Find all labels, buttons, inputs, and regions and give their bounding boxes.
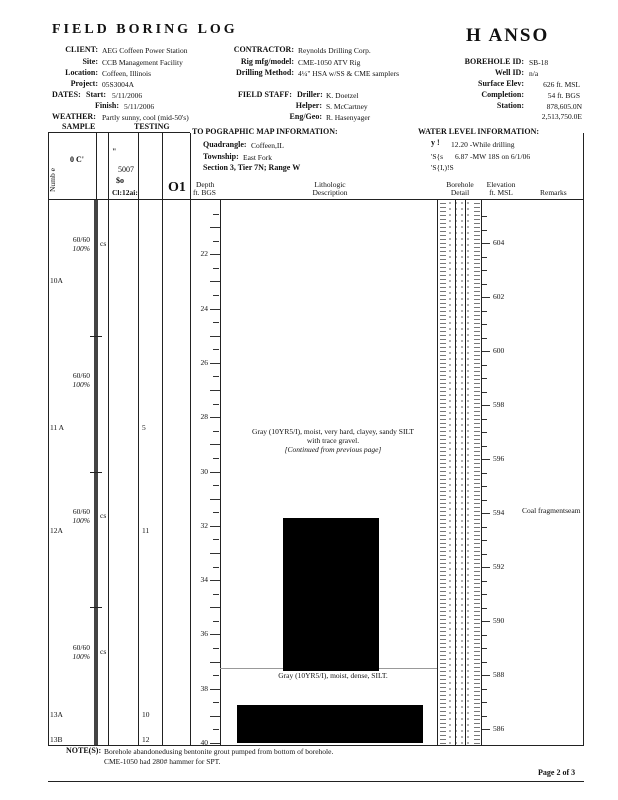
sample-recovery-block [58, 507, 90, 525]
col-line-type [108, 133, 109, 745]
location-value: Coffeen, Illinois [102, 69, 152, 78]
quad-value: Coffeen,IL [251, 141, 284, 150]
site-label: Site: [82, 57, 98, 66]
depth-tick [213, 268, 219, 269]
method-value: 4¼" HSA w/SS & CME samplers [298, 69, 399, 78]
elevation-tick [482, 473, 487, 474]
elevation-tick [482, 635, 487, 636]
depth-tick [213, 702, 219, 703]
elevation-tick [482, 675, 490, 676]
sample-interval-tick [90, 336, 102, 337]
water-marker-1: y ! [431, 138, 440, 147]
elevation-tick [482, 716, 487, 717]
section-value: Section 3, Tier 7N; Range W [203, 163, 301, 172]
elevation-label: 596 [493, 454, 505, 463]
elevation-tick [482, 419, 487, 420]
well-label: Well ID: [494, 68, 524, 77]
lithology-heading-2: Description [312, 188, 348, 197]
borehole-fill [447, 200, 473, 745]
sample-id: 10A [50, 276, 63, 285]
depth-tick [213, 376, 219, 377]
depth-tick [213, 675, 219, 676]
elevation-tick [482, 648, 487, 649]
elevation-tick [482, 594, 487, 595]
elevation-tick [482, 608, 487, 609]
borehole-label: BOREHOLE ID: [464, 57, 524, 66]
col-line-right [583, 133, 584, 745]
remark-coal: Coal fragmentseam [522, 506, 581, 515]
elevation-label: 592 [493, 562, 505, 571]
sample-id: 13B [50, 735, 63, 744]
sample-recovery-block [58, 235, 90, 253]
sample-blow-count: 11 [142, 526, 150, 535]
sample-id: 11 A [50, 423, 65, 432]
lithology-heading-1: Lithologic [314, 180, 346, 189]
elevation-tick [482, 581, 487, 582]
header-glyph-3: 5007 [118, 165, 134, 174]
sample-recovery-block [58, 371, 90, 389]
elevation-tick [482, 311, 487, 312]
elevation-heading-1: Elevation [486, 180, 516, 189]
depth-tick [213, 539, 219, 540]
depth-tick [210, 634, 220, 635]
sample-recovery-pct: 100% [72, 380, 90, 389]
elevation-tick [482, 500, 487, 501]
driller-value: K. Doetzel [326, 91, 359, 100]
surface-elev-label: Surface Elev: [478, 79, 524, 88]
depth-tick [210, 499, 220, 500]
depth-label: 36 [200, 629, 208, 638]
header-glyph-2: " [112, 147, 117, 156]
elevation-tick [482, 662, 487, 663]
testing-heading: TESTING [134, 122, 170, 131]
sample-recovery: 60/60 [72, 643, 90, 652]
depth-tick [210, 662, 220, 663]
completion-label: Completion: [481, 90, 524, 99]
driller-label: Driller: [297, 90, 323, 99]
depth-label: 28 [200, 412, 208, 421]
project-label: Project: [70, 79, 98, 88]
sample-recovery: 60/60 [72, 235, 90, 244]
elevation-tick [482, 540, 487, 541]
depth-tick [210, 309, 220, 310]
depth-tick [210, 607, 220, 608]
elevation-tick [482, 567, 490, 568]
water-line-1: 12.20 -While drilling [451, 140, 515, 149]
client-label: CLIENT: [65, 45, 98, 54]
method-label: Drilling Method: [236, 68, 294, 77]
client-value: AEG Coffeen Power Station [102, 46, 188, 55]
borehole-grout-left [440, 200, 446, 745]
elevation-tick [482, 527, 487, 528]
sample-type: cs [100, 239, 107, 248]
eng-value: R. Hasenyager [326, 113, 371, 122]
elevation-label: 594 [493, 508, 505, 517]
depth-label: 30 [200, 467, 208, 476]
elevation-tick [482, 554, 487, 555]
elevation-tick [482, 257, 487, 258]
water-heading: WATER LEVEL INFORMATION: [418, 127, 540, 136]
rig-value: CME-1050 ATV Rig [298, 58, 361, 67]
elevation-tick [482, 486, 487, 487]
footer-rule [48, 781, 584, 782]
completion-value: 54 ft. BGS [547, 91, 580, 100]
sample-recovery-block [58, 643, 90, 661]
township-value: East Fork [243, 153, 272, 162]
sample-interval-tick [90, 607, 102, 608]
lithology-unit-1-line-3: [Continued from previous page] [284, 445, 382, 454]
elevation-label: 586 [493, 724, 505, 733]
lithology-unit-1-line-1: Gray (10YR5/I), moist, very hard, clayey, sandy SILT [252, 427, 414, 436]
elevation-tick [482, 621, 490, 622]
borehole-grout-right [474, 200, 480, 745]
depth-label: 22 [200, 249, 208, 258]
depth-unit-heading: ft. BGS [193, 188, 216, 197]
depth-tick [210, 363, 220, 364]
sample-id: 12A [50, 526, 63, 535]
sample-blow-count: 10 [142, 710, 150, 719]
elevation-label: 588 [493, 670, 505, 679]
sample-recovery-pct: 100% [72, 244, 90, 253]
col-line-depth [190, 133, 191, 745]
rig-label: Rig mfg/model: [240, 57, 294, 66]
elevation-tick [482, 459, 490, 460]
elevation-label: 604 [493, 238, 505, 247]
page-number: Page 2 of 3 [538, 768, 576, 777]
weather-label: WEATHER: [52, 112, 96, 121]
finish-value: 5/11/2006 [124, 102, 155, 111]
depth-tick [213, 648, 219, 649]
borehole-value: SB-18 [529, 58, 549, 67]
station-easting: 2,513,750.0E [541, 112, 582, 121]
depth-tick [213, 349, 219, 350]
borehole-outer-left [437, 200, 438, 745]
site-value: CCB Management Facility [102, 58, 183, 67]
water-marker-2: 'S{s [431, 152, 444, 161]
contractor-label: CONTRACTOR: [233, 45, 294, 54]
depth-tick [210, 390, 220, 391]
elevation-label: 598 [493, 400, 505, 409]
field-staff-label: FIELD STAFF: [238, 90, 292, 99]
depth-tick [213, 621, 219, 622]
sample-recovery-pct: 100% [72, 516, 90, 525]
elevation-label: 600 [493, 346, 505, 355]
notes-line-2: CME-1050 had 280# hammer for SPT. [104, 757, 221, 766]
lithology-unit-1 [228, 427, 438, 454]
sample-heading-rule [48, 132, 190, 133]
redaction-block-2 [237, 705, 423, 743]
dates-label: DATES: [52, 90, 81, 99]
depth-label: 26 [200, 358, 208, 367]
elevation-tick [482, 513, 490, 514]
depth-tick [210, 553, 220, 554]
remarks-heading: Remarks [540, 188, 567, 197]
helper-label: Helper: [295, 101, 322, 110]
redaction-block-1 [283, 518, 379, 671]
elevation-tick [482, 284, 487, 285]
station-label: Station: [496, 101, 524, 110]
elevation-tick [482, 689, 487, 690]
notes-line-1: Borehole abandonedusing bentonite grout pumped from bottom of borehole. [104, 747, 334, 756]
weather-value: Partly sunny, cool (mid-50's) [102, 113, 189, 122]
sample-recovery-pct: 100% [72, 652, 90, 661]
log-title: FIELD BORING LOG [52, 22, 238, 37]
depth-tick [210, 254, 220, 255]
surface-elev-value: 626 ft. MSL [543, 80, 580, 89]
depth-tick [213, 567, 219, 568]
lithology-unit-1-line-2: with trace gravel. [306, 436, 360, 445]
depth-tick [210, 526, 220, 527]
sample-blow-count: 5 [142, 423, 146, 432]
depth-tick [210, 580, 220, 581]
borehole-detail-heading-1: Borehole [446, 180, 474, 189]
depth-tick [213, 214, 219, 215]
start-label: Start: [86, 90, 106, 99]
borehole-detail-heading-2: Detail [450, 188, 470, 197]
body-bottom-rule [48, 745, 584, 746]
sample-recovery: 60/60 [72, 371, 90, 380]
depth-tick [213, 431, 219, 432]
eng-label: Eng/Geo: [289, 112, 322, 121]
col-line-testing [138, 133, 139, 745]
depth-label: 38 [200, 684, 208, 693]
elevation-tick [482, 351, 490, 352]
sample-interval-tick [90, 472, 102, 473]
borehole-casing-left [455, 200, 456, 745]
elevation-tick [482, 243, 490, 244]
elevation-heading-2: ft. MSL [489, 188, 513, 197]
start-value: 5/11/2006 [112, 91, 143, 100]
depth-label: 34 [200, 575, 208, 584]
helper-value: S. McCartney [326, 102, 368, 111]
contractor-value: Reynolds Drilling Corp. [298, 46, 371, 55]
elevation-tick [482, 378, 487, 379]
water-marker-3: 'S{I,)!S [431, 163, 454, 172]
header-glyph-5: Cl:12ai: [112, 188, 138, 197]
elevation-label: 590 [493, 616, 505, 625]
water-line-2: 6.87 -MW 18S on 6/1/06 [455, 152, 531, 161]
location-label: Location: [65, 68, 98, 77]
depth-tick [210, 689, 220, 690]
col-line-testing2 [162, 133, 163, 745]
sample-id: 13A [50, 710, 63, 719]
elevation-tick [482, 405, 490, 406]
elevation-tick [482, 324, 487, 325]
quad-label: Quadrangle: [203, 140, 247, 149]
depth-tick [213, 295, 219, 296]
notes-label: NOTE(S): [66, 746, 102, 755]
depth-tick [213, 729, 219, 730]
depth-tick [210, 227, 220, 228]
depth-tick [210, 472, 220, 473]
elevation-tick [482, 297, 490, 298]
station-northing: 878,605.0N [546, 102, 582, 111]
depth-tick [210, 743, 220, 744]
depth-tick [210, 444, 220, 445]
sample-type: cs [100, 511, 107, 520]
well-value: n/a [529, 69, 539, 78]
header-glyph-4: $o [116, 176, 124, 185]
topo-heading: TO POGRAPHIC MAP INFORMATION: [192, 127, 338, 136]
township-label: Township: [203, 152, 239, 161]
depth-tick [210, 716, 220, 717]
depth-tick [210, 417, 220, 418]
depth-label: 40 [200, 738, 208, 747]
depth-label: 32 [200, 521, 208, 530]
elevation-tick [482, 230, 487, 231]
depth-heading: Depth [196, 180, 215, 189]
elevation-tick [482, 365, 487, 366]
elevation-tick [482, 270, 487, 271]
depth-tick [213, 404, 219, 405]
header-bottom-rule [48, 199, 584, 200]
depth-tick [210, 281, 220, 282]
borehole-casing-right [465, 200, 466, 745]
elevation-tick [482, 392, 487, 393]
elevation-tick [482, 216, 487, 217]
header-glyph-6: O1 [168, 180, 186, 195]
elevation-tick [482, 729, 490, 730]
depth-tick [213, 594, 219, 595]
company-logo: H ANSO [466, 25, 550, 46]
sample-heading: SAMPLE [62, 122, 96, 131]
depth-tick [213, 322, 219, 323]
finish-label: Finish: [95, 101, 120, 110]
sample-blow-count: 12 [142, 735, 150, 744]
header-glyph-1: 0 C' [70, 155, 84, 164]
depth-tick [213, 485, 219, 486]
elevation-label: 602 [493, 292, 505, 301]
elevation-tick [482, 338, 487, 339]
elevation-tick [482, 446, 487, 447]
col-line-lith [220, 199, 221, 745]
depth-tick [213, 241, 219, 242]
elevation-tick [482, 702, 487, 703]
depth-tick [210, 336, 220, 337]
elevation-tick [482, 432, 487, 433]
col-line-left [48, 133, 49, 745]
number-heading: Numb e [48, 168, 57, 192]
sample-type: cs [100, 647, 107, 656]
depth-tick [213, 512, 219, 513]
depth-label: 24 [200, 304, 208, 313]
sample-recovery: 60/60 [72, 507, 90, 516]
project-value: 05S3004A [102, 80, 135, 89]
lithology-unit-2: Gray (10YR5/I), moist, dense, SILT. [278, 671, 388, 680]
depth-tick [213, 458, 219, 459]
